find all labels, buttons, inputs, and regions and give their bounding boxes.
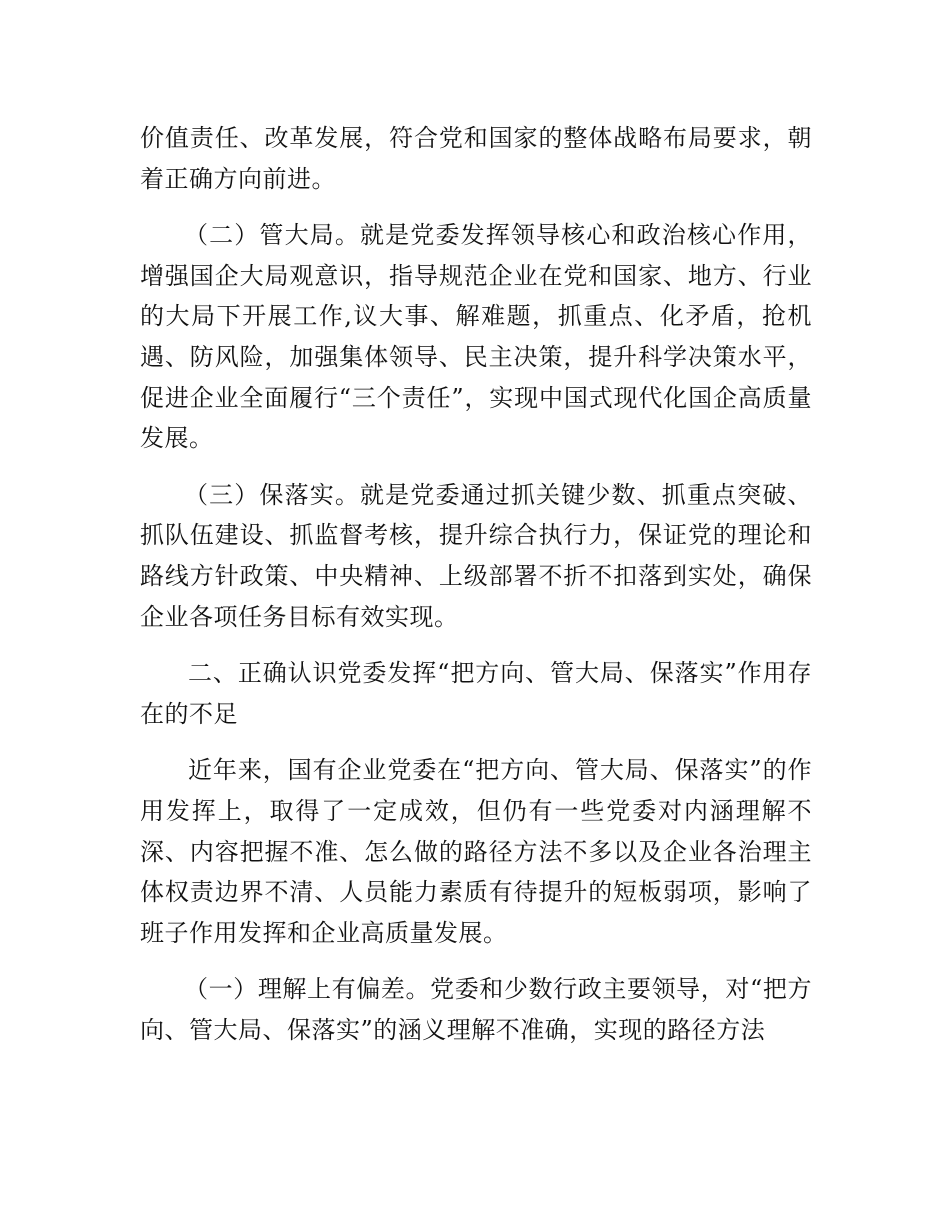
paragraph-bao-luo-shi: （三）保落实。就是党委通过抓关键少数、抓重点突破、抓队伍建设、抓监督考核，提升综合执行力，保证党的理论和路线方针政策、中央精神、上级部署不折不扣落到实处，确保企业各项任务目标有效实现。: [140, 480, 812, 631]
paragraph-continuation: 价值责任、改革发展，符合党和国家的整体战略布局要求，朝着正确方向前进。: [140, 124, 812, 193]
paragraph-guan-da-ju: （二）管大局。就是党委发挥领导核心和政治核心作用，增强国企大局观意识，指导规范企业在党和国家、地方、行业的大局下开展工作,议大事、解难题，抓重点、化矛盾，抢机遇、防风险，加强集体领导、民主决策，提升科学决策水平，促进企业全面履行“三个责任”，实现中国式现代化国企高质量发展。: [140, 221, 812, 453]
paragraph-understanding-bias: （一）理解上有偏差。党委和少数行政主要领导，对“把方向、管大局、保落实”的涵义理解不准确，实现的路径方法: [140, 975, 812, 1044]
paragraph-recent-years: 近年来，国有企业党委在“把方向、管大局、保落实”的作用发挥上，取得了一定成效，但仍有一些党委对内涵理解不深、内容把握不准、怎么做的路径方法不多以及企业各治理主体权责边界不清、人员能力素质有待提升的短板弱项，影响了班子作用发挥和企业高质量发展。: [140, 756, 812, 947]
section-heading-deficiencies: 二、正确认识党委发挥“把方向、管大局、保落实”作用存在的不足: [140, 659, 812, 728]
document-body: [140, 118, 812, 1050]
